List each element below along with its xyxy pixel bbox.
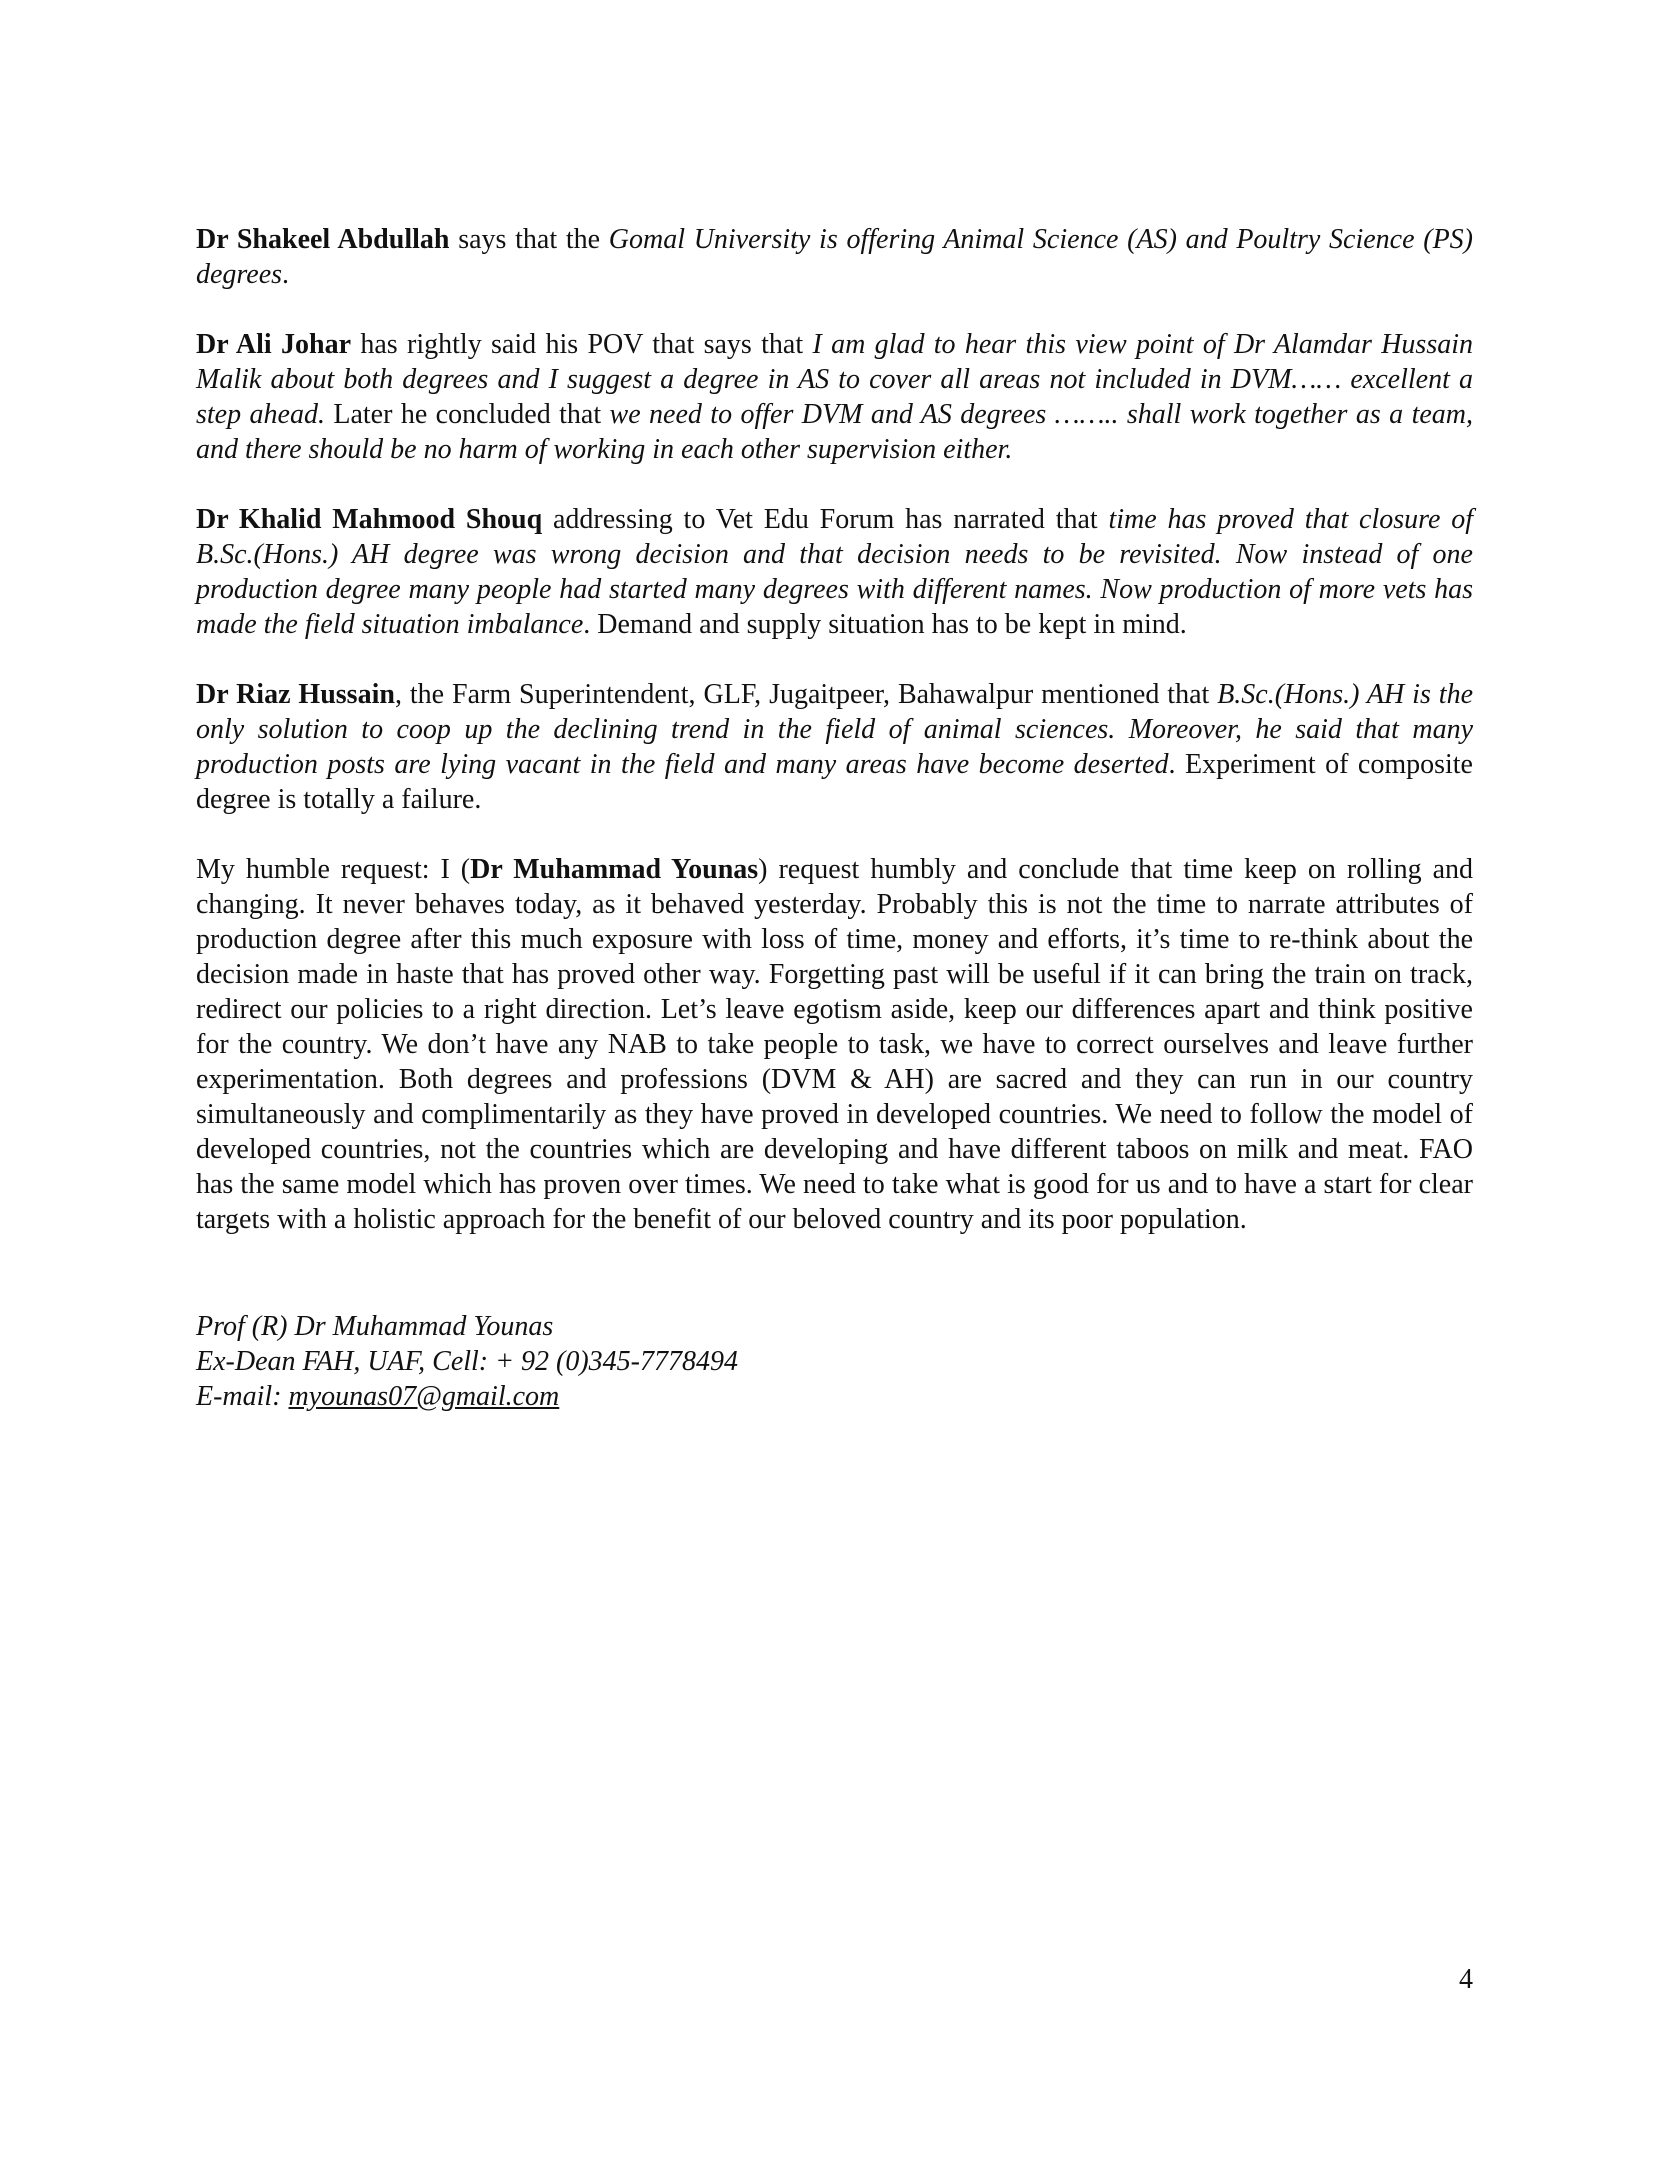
paragraph-dr-shakeel-abdullah xyxy=(196,222,1473,292)
text-run: . Demand and supply situation has to be kept in mind. xyxy=(583,609,1187,640)
text-run: Later he concluded that xyxy=(324,399,610,430)
page-number: 4 xyxy=(1459,1964,1473,1995)
signature-name-line xyxy=(196,1309,1473,1344)
email-link[interactable]: myounas07@gmail.com xyxy=(288,1381,560,1412)
text-run: ) request humbly and conclude that time keep on rolling and changing. It never behaves today, as it behaved yesterday. Probably this is not the time to narrate attributes of production degree after this much exposure with loss of time, money and efforts, it’s time to re-think about the decision made in haste that has proved other way. Forgetting past will be useful if it can bring the train on track, redirect our policies to a right direction. Let’s leave egotism aside, keep our differences apart and think positive for the country. We don’t have any NAB to take people to task, we have to correct ourselves and leave further experimentation. Both degrees and professions (DVM & AH) are sacred and they can run in our country simultaneously and complimentarily as they have proved in developed countries. We need to follow the model of developed countries, not the countries which are developing and have different taboos on milk and meat. FAO has the same model which has proven over times. We need to take what is good for us and to have a start for clear targets with a holistic approach for the benefit of our beloved country and its poor population. xyxy=(196,854,1473,1235)
paragraph-humble-request xyxy=(196,852,1473,1237)
signature-email-line xyxy=(196,1379,1473,1414)
text-run: Dr Riaz Hussain xyxy=(196,679,395,710)
text-run: says that the xyxy=(449,224,609,255)
text-run: . xyxy=(282,259,290,290)
text-run: Gomal University is offering Animal Science (AS) and Poultry Science (PS) degrees xyxy=(196,224,1473,290)
text-run: I am glad to hear this view point of Dr Alamdar Hussain Malik about both degrees and I suggest a degree in AS to cover all areas not included in DVM…… excellent a step ahead. xyxy=(196,329,1474,430)
text-run: addressing to Vet Edu Forum has narrated that xyxy=(542,504,1109,535)
text-run: time has proved that closure of B.Sc.(Hons.) AH degree was wrong decision and that decision needs to be revisited. Now instead of one production degree many people had started many degrees with different names. Now production of more vets has made the field situation imbalance xyxy=(196,504,1474,640)
text-run: we need to offer DVM and AS degrees …….. shall work together as a team, and there should be no harm of working in each other supervision either. xyxy=(196,399,1473,465)
signature-block xyxy=(196,1309,1473,1414)
text-run: Ex-Dean FAH, UAF, Cell: + 92 (0)345-7778494 xyxy=(196,1346,738,1377)
paragraph-dr-riaz-hussain xyxy=(196,677,1473,817)
text-run: , the Farm Superintendent, GLF, Jugaitpeer, Bahawalpur mentioned that xyxy=(394,679,1218,710)
text-run: Dr Khalid Mahmood Shouq xyxy=(196,504,543,535)
text-run: Dr Ali Johar xyxy=(196,329,352,360)
text-run: My humble request: I ( xyxy=(196,854,471,885)
text-run: E-mail: xyxy=(196,1381,289,1412)
text-run: Dr Shakeel Abdullah xyxy=(196,224,450,255)
text-run: B.Sc.(Hons.) AH is the only solution to coop up the declining trend in the field of animal sciences. Moreover, he said that many production posts are lying vacant in the field and many areas have become deserted xyxy=(196,679,1473,780)
text-run: Prof (R) Dr Muhammad Younas xyxy=(196,1311,554,1342)
paragraph-dr-ali-johar xyxy=(196,327,1473,467)
text-run: . Experiment of composite degree is totally a failure. xyxy=(196,749,1473,815)
text-run: has rightly said his POV that says that xyxy=(351,329,813,360)
text-run: Dr Muhammad Younas xyxy=(470,854,759,885)
document-body xyxy=(196,222,1473,1237)
signature-title-line xyxy=(196,1344,1473,1379)
paragraph-dr-khalid-mahmood-shouq xyxy=(196,502,1473,642)
